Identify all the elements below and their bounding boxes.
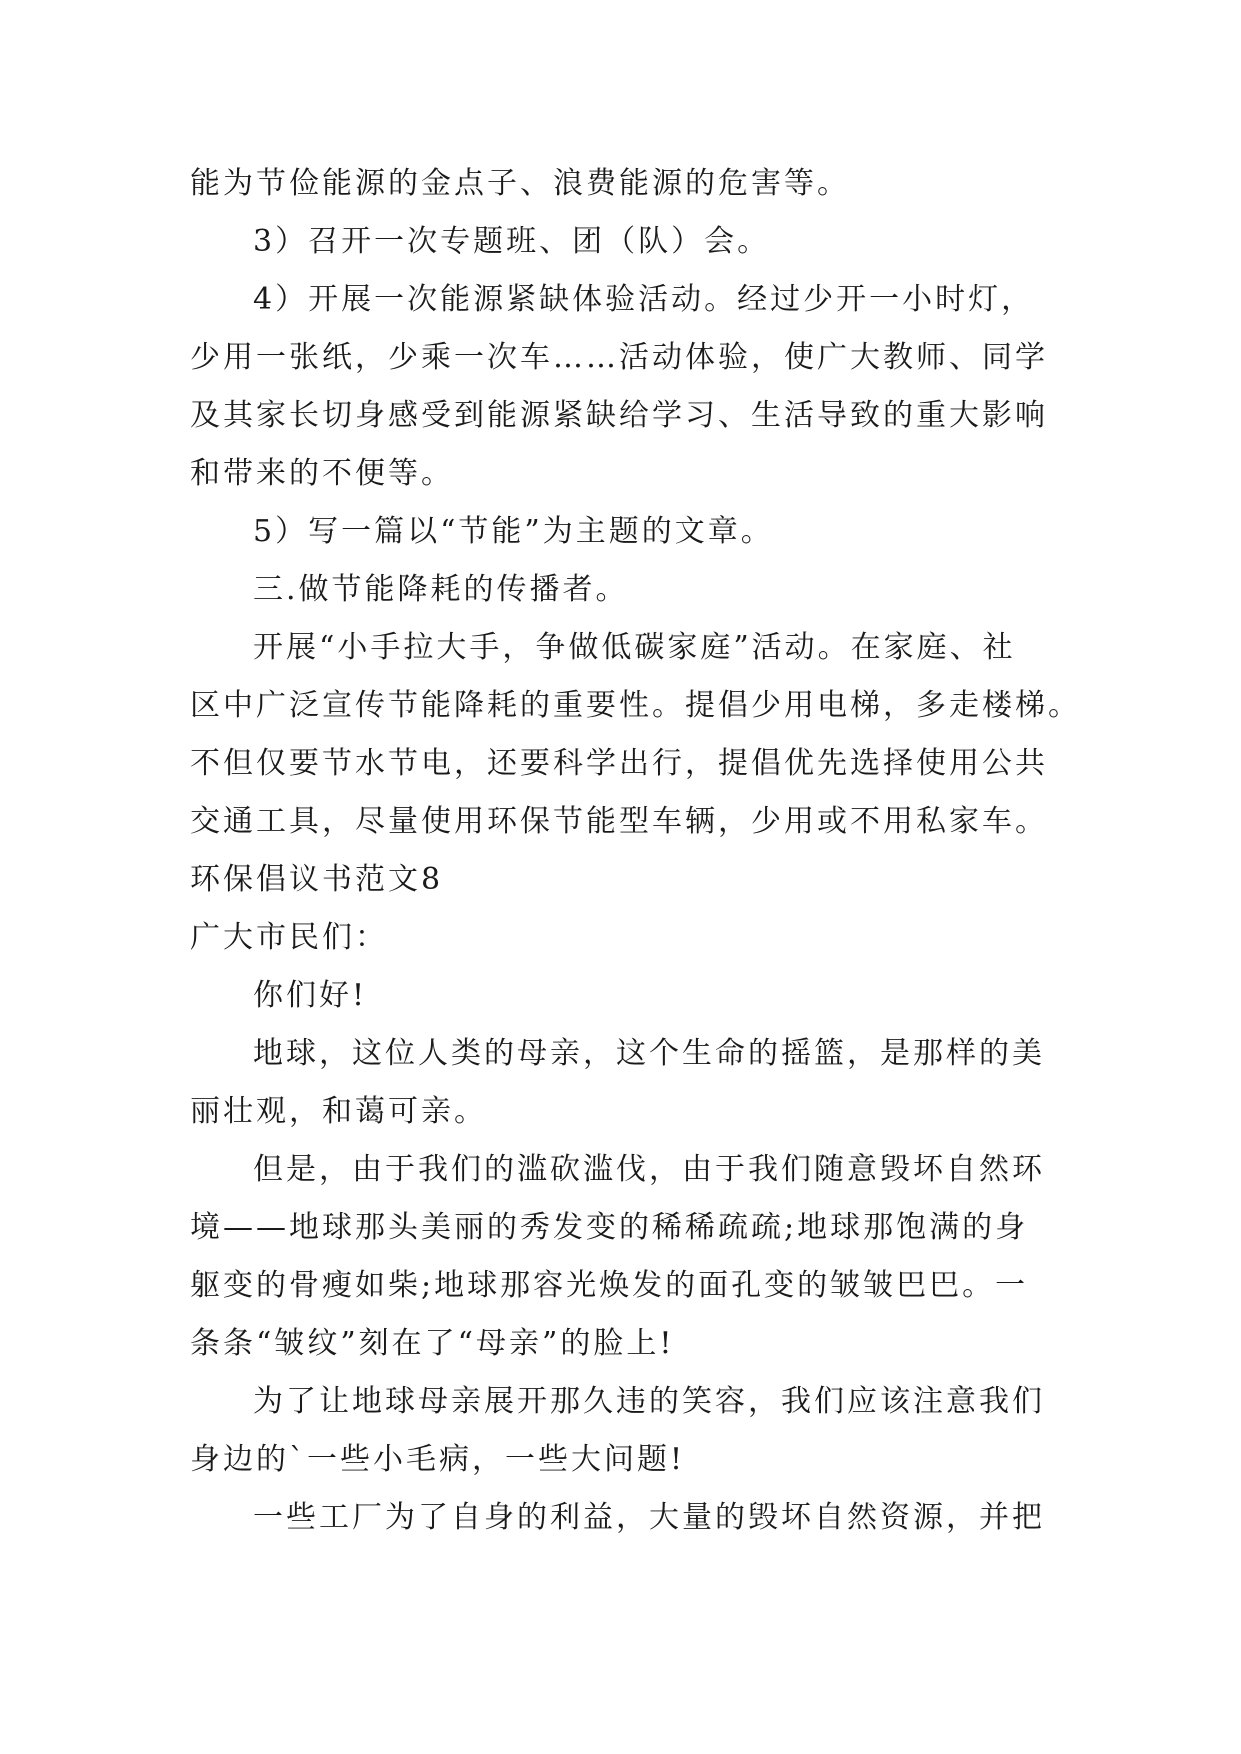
- text-line: 三.做节能降耗的传播者。: [253, 572, 629, 607]
- paragraph-factories: [190, 1489, 1070, 1547]
- paragraph-smile: [190, 1373, 1070, 1489]
- paragraph-deforestation: [190, 1141, 1070, 1373]
- paragraph-item-4: [190, 271, 1070, 503]
- text-line: 3）召开一次专题班、团（队）会。: [253, 224, 771, 259]
- text-line: 及其家长切身感受到能源紧缺给学习、生活导致的重大影响: [190, 398, 1048, 433]
- text-line: 广大市民们：: [190, 920, 388, 955]
- text-line: 不但仅要节水节电，还要科学出行，提倡优先选择使用公共: [190, 746, 1048, 781]
- text-line: 你们好!: [253, 978, 368, 1013]
- paragraph-item-5: [190, 503, 1070, 561]
- text-line: 开展“小手拉大手，争做低碳家庭”活动。在家庭、社: [253, 630, 1016, 665]
- text-line: 区中广泛宣传节能降耗的重要性。提倡少用电梯，多走楼梯。: [190, 688, 1081, 723]
- text-line: 身边的`一些小毛病，一些大问题!: [190, 1442, 686, 1477]
- paragraph-earth-mother: [190, 1025, 1070, 1141]
- salutation: [190, 909, 1070, 967]
- document-title: [190, 851, 1070, 909]
- text-line: 一些工厂为了自身的利益，大量的毁坏自然资源，并把: [253, 1500, 1045, 1535]
- text-line: 交通工具，尽量使用环保节能型车辆，少用或不用私家车。: [190, 804, 1048, 839]
- text-line: 和带来的不便等。: [190, 456, 454, 491]
- text-line: 地球，这位人类的母亲，这个生命的摇篮，是那样的美: [253, 1036, 1045, 1071]
- text-line: 能为节俭能源的金点子、浪费能源的危害等。: [190, 166, 850, 201]
- text-line: 丽壮观，和蔼可亲。: [190, 1094, 487, 1129]
- paragraph-low-carbon-family: [190, 619, 1081, 851]
- section-heading-three: [190, 561, 1070, 619]
- text-line: 条条“皱纹”刻在了“母亲”的脸上!: [190, 1326, 675, 1361]
- text-line: 5）写一篇以“节能”为主题的文章。: [253, 514, 774, 549]
- text-line: 为了让地球母亲展开那久违的笑容，我们应该注意我们: [253, 1384, 1045, 1419]
- greeting: [190, 967, 1070, 1025]
- text-line: 4）开展一次能源紧缺体验活动。经过少开一小时灯，: [253, 282, 1035, 317]
- text-line: 境——地球那头美丽的秀发变的稀稀疏疏;地球那饱满的身: [190, 1210, 1029, 1245]
- text-line: 但是，由于我们的滥砍滥伐，由于我们随意毁坏自然环: [253, 1152, 1045, 1187]
- text-line: 少用一张纸，少乘一次车……活动体验，使广大教师、同学: [190, 340, 1048, 375]
- document-body: [190, 155, 1081, 1547]
- paragraph-item-3: [190, 213, 1070, 271]
- text-line: 躯变的骨瘦如柴;地球那容光焕发的面孔变的皱皱巴巴。一: [190, 1268, 1029, 1303]
- text-line: 环保倡议书范文8: [190, 862, 444, 897]
- paragraph-energy-ideas: [190, 155, 1070, 213]
